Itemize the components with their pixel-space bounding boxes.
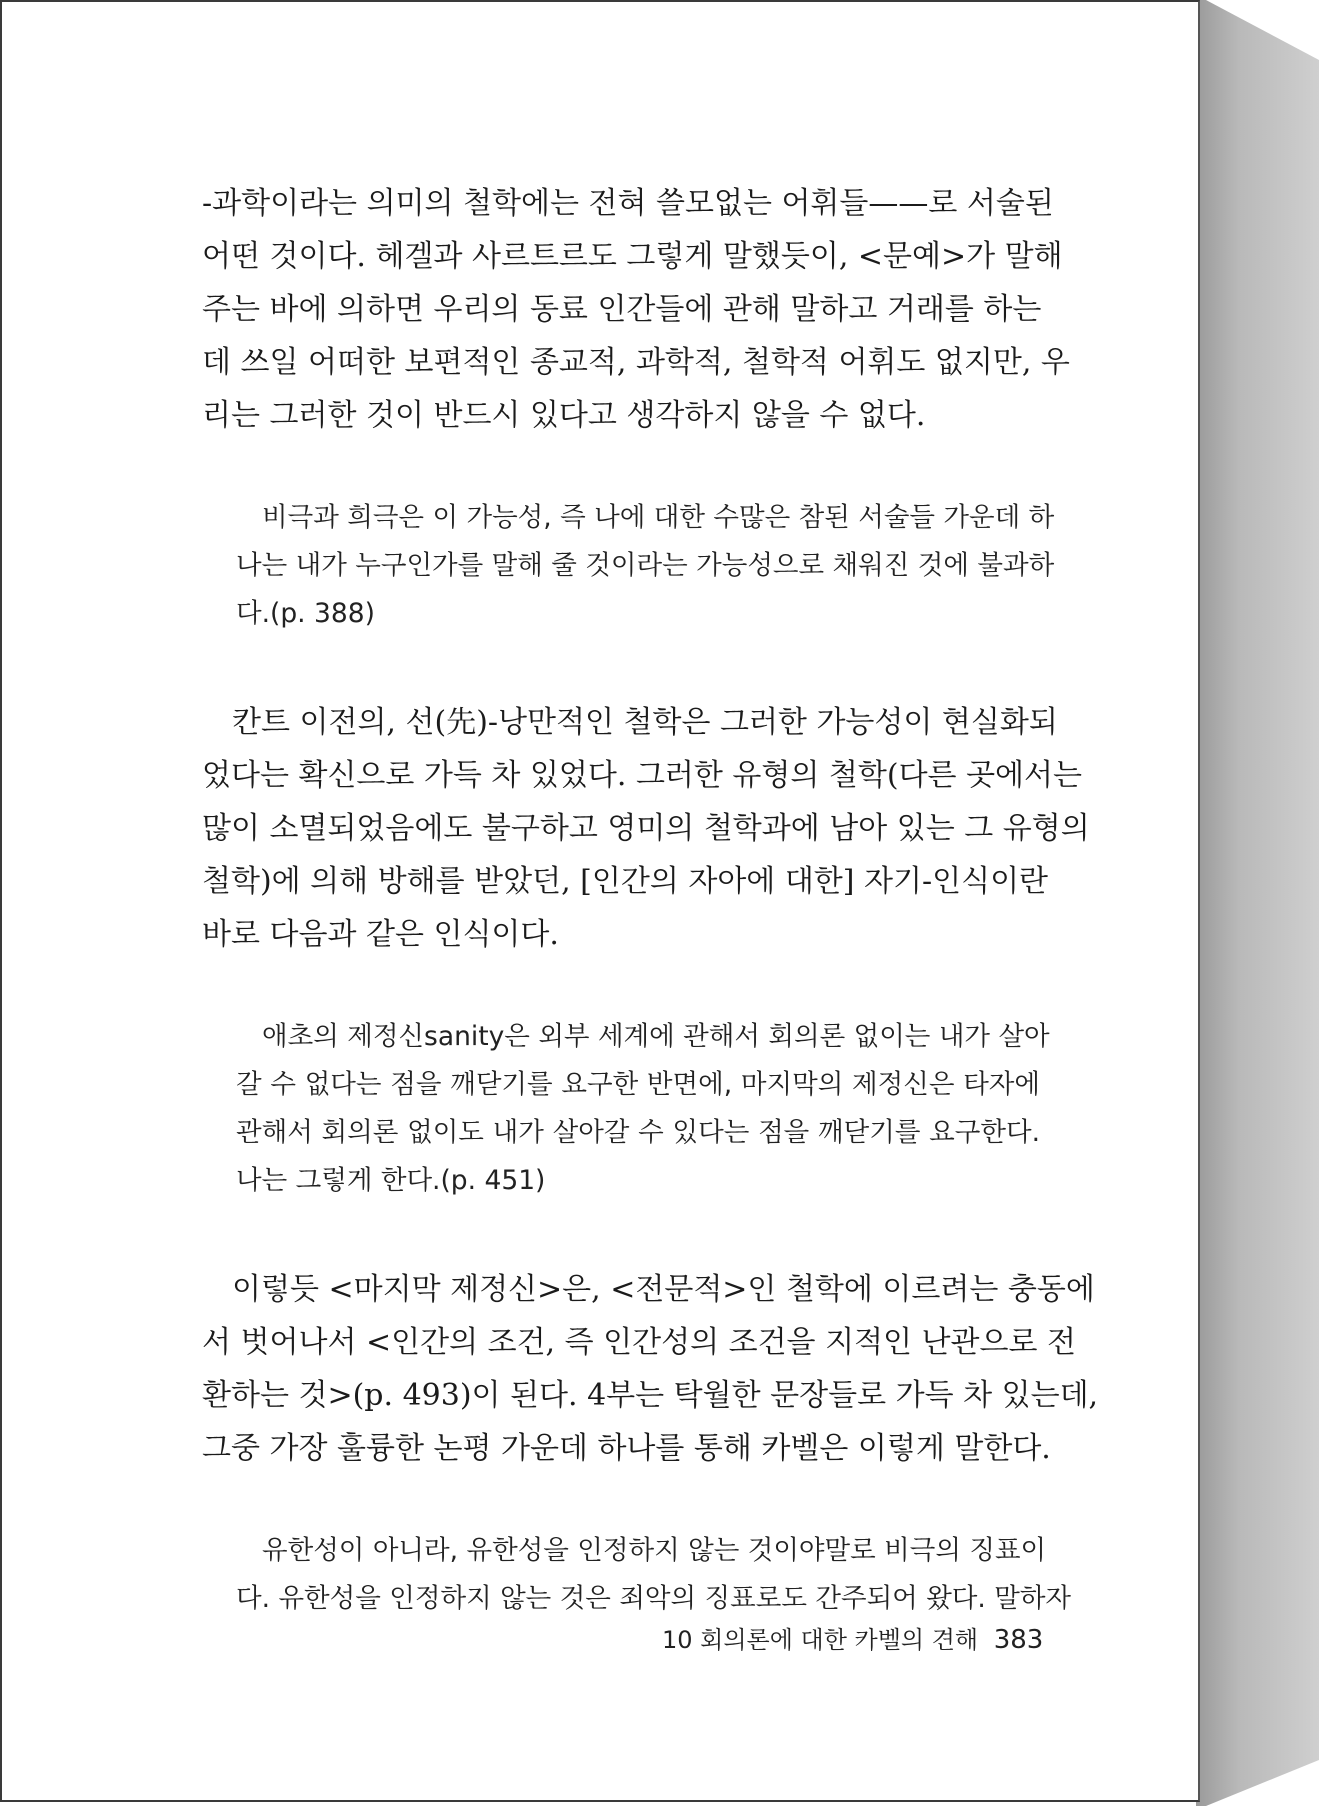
quote-line: 나는 그렇게 한다.(p. 451) [236, 1165, 546, 1196]
quote-line: 유한성이 아니라, 유한성을 인정하지 않는 것이야말로 비극의 징표이 [262, 1535, 1047, 1566]
text-line: 칸트 이전의, 선(先)-낭만적인 철학은 그러한 가능성이 현실화되 [232, 705, 1058, 740]
quote-line: 다. 유한성을 인정하지 않는 것은 죄악의 징표로도 간주되어 왔다. 말하자 [236, 1583, 1072, 1614]
quote-line: 나는 내가 누구인가를 말해 줄 것이라는 가능성으로 채워진 것에 불과하 [236, 550, 1055, 581]
text-line: 철학)에 의해 방해를 받았던, [인간의 자아에 대한] 자기-인식이란 [202, 864, 1049, 899]
quote-line: 갈 수 없다는 점을 깨닫기를 요구한 반면에, 마지막의 제정신은 타자에 [236, 1069, 1040, 1100]
page-number: 383 [993, 1625, 1044, 1655]
text-line: 서 벗어나서 <인간의 조건, 즉 인간성의 조건을 지적인 난관으로 전 [202, 1325, 1076, 1360]
running-head: 10 회의론에 대한 카벨의 견해 [662, 1626, 979, 1654]
quote-line: 관해서 회의론 없이도 내가 살아갈 수 있다는 점을 깨닫기를 요구한다. [236, 1117, 1040, 1148]
quote-line: 다.(p. 388) [236, 598, 375, 629]
book-edge-shading [1196, 0, 1319, 1806]
body-paragraph-2 [202, 696, 1090, 961]
text-line: 리는 그러한 것이 반드시 있다고 생각하지 않을 수 없다. [202, 398, 926, 433]
text-line: 었다는 확신으로 가득 차 있었다. 그러한 유형의 철학(다른 곳에서는 [202, 758, 1082, 793]
block-quote-3 [202, 1527, 1072, 1623]
text-line: 어떤 것이다. 헤겔과 사르트르도 그렇게 말했듯이, <문예>가 말해 [202, 239, 1063, 274]
text-line: 이렇듯 <마지막 제정신>은, <전문적>인 철학에 이르려는 충동에 [232, 1272, 1095, 1307]
text-line: 환하는 것>(p. 493)이 된다. 4부는 탁월한 문장들로 가득 차 있는데, [202, 1378, 1099, 1413]
page-body [202, 177, 1099, 1623]
text-line: 주는 바에 의하면 우리의 동료 인간들에 관해 말하고 거래를 하는 [202, 292, 1042, 327]
quote-line: 비극과 희극은 이 가능성, 즉 나에 대한 수많은 참된 서술들 가운데 하 [262, 502, 1055, 533]
block-quote-1 [202, 494, 1055, 638]
text-line: -과학이라는 의미의 철학에는 전혀 쓸모없는 어휘들——로 서술된 [202, 186, 1054, 221]
text-line: 데 쓰일 어떠한 보편적인 종교적, 과학적, 철학적 어휘도 없지만, 우 [202, 345, 1070, 380]
text-line: 바로 다음과 같은 인식이다. [202, 917, 559, 952]
body-paragraph-1 [202, 177, 1070, 442]
text-line: 그중 가장 훌륭한 논평 가운데 하나를 통해 카벨은 이렇게 말한다. [202, 1431, 1051, 1466]
block-quote-2 [202, 1013, 1050, 1205]
body-paragraph-3 [202, 1263, 1099, 1475]
page-footer [662, 1620, 1044, 1655]
quote-line: 애초의 제정신sanity은 외부 세계에 관해서 회의론 없이는 내가 살아 [262, 1021, 1050, 1052]
text-line: 많이 소멸되었음에도 불구하고 영미의 철학과에 남아 있는 그 유형의 [202, 811, 1090, 846]
